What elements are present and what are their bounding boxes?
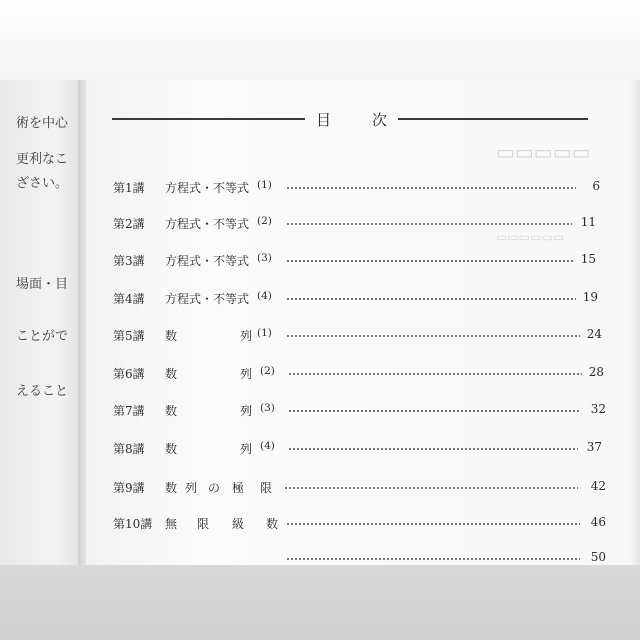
background-top (0, 0, 640, 80)
dot-leader (284, 487, 578, 489)
lecture-title-char: 列 (240, 442, 253, 456)
left-page-line: 更利なこ (15, 152, 68, 167)
lecture-number: 第4講 (113, 292, 145, 306)
lecture-number: 第9講 (113, 481, 145, 495)
dot-leader (286, 558, 580, 560)
lecture-title-char: 列 (240, 404, 253, 418)
part-number: (4) (260, 440, 275, 452)
lecture-title: 方程式・不等式 (165, 217, 250, 231)
page-number: 37 (586, 440, 602, 454)
lecture-title-char: 限 (260, 481, 273, 495)
toc-entry[interactable] (0, 365, 640, 387)
toc-entry[interactable] (0, 402, 640, 424)
part-number: (2) (257, 215, 272, 227)
toc-entry[interactable] (0, 179, 640, 201)
lecture-title: 方程式・不等式 (165, 181, 250, 195)
lecture-title-char: 数 (165, 367, 178, 381)
lecture-number: 第6講 (113, 367, 145, 381)
page-number: 50 (590, 550, 606, 564)
lecture-title-char: 数 (165, 442, 178, 456)
dot-leader (288, 373, 582, 375)
background-bottom (0, 565, 640, 640)
lecture-title: 方程式・不等式 (165, 292, 250, 306)
dot-leader (286, 523, 580, 525)
page-number: 24 (586, 327, 602, 341)
lecture-title-char: 列 (240, 329, 253, 343)
heading-char: 次 (372, 111, 388, 129)
part-number: (1) (257, 179, 272, 191)
heading-char: 目 (316, 111, 332, 129)
toc-entry[interactable] (0, 515, 640, 537)
dot-leader (286, 260, 574, 262)
lecture-title-char: 級 (232, 517, 245, 531)
lecture-number: 第7講 (113, 404, 145, 418)
lecture-title-char: 列 (240, 367, 253, 381)
dot-leader (288, 410, 580, 412)
lecture-title-char: 数 (165, 329, 178, 343)
part-number: (3) (257, 252, 272, 264)
page-number: 15 (580, 252, 596, 266)
left-page-line: 術を中心 (15, 116, 68, 131)
page-number: 42 (590, 479, 606, 493)
dot-leader (286, 335, 580, 337)
bleed-through-text: ▭▭▭▭▭ (496, 140, 591, 164)
dot-leader (286, 223, 572, 225)
toc-entry[interactable] (0, 215, 640, 237)
part-number: (1) (257, 327, 272, 339)
page-number: 11 (580, 215, 596, 229)
page-number: 28 (588, 365, 604, 379)
lecture-number: 第10講 (113, 517, 153, 531)
lecture-number: 第3講 (113, 254, 145, 268)
bleed-through-text: ▭▭▭▭▭▭ (496, 230, 565, 244)
lecture-title-char: 数 (165, 481, 178, 495)
page-number: 32 (590, 402, 606, 416)
lecture-title-char: 列 (185, 481, 198, 495)
left-page-line: ざさい。 (15, 176, 68, 191)
lecture-number: 第1講 (113, 181, 145, 195)
part-number: (4) (257, 290, 272, 302)
toc-entry[interactable] (0, 479, 640, 501)
page-number: 19 (582, 290, 598, 304)
dot-leader (286, 187, 576, 189)
lecture-number: 第5講 (113, 329, 145, 343)
toc-entry[interactable] (0, 290, 640, 312)
lecture-number: 第2講 (113, 217, 145, 231)
lecture-title-char: 数 (266, 517, 279, 531)
lecture-title-char: 極 (232, 481, 245, 495)
heading-rule-left (112, 118, 305, 120)
lecture-title-char: 数 (165, 404, 178, 418)
lecture-title-char: 限 (197, 517, 210, 531)
heading-rule-right (398, 118, 588, 120)
left-page-line: 場面・目 (15, 277, 68, 292)
left-page-line: えること (15, 384, 68, 399)
toc-entry[interactable] (0, 252, 640, 274)
dot-leader (288, 448, 578, 450)
dot-leader (286, 298, 576, 300)
left-page-line: ことがで (15, 329, 68, 344)
toc-entry[interactable] (0, 550, 640, 572)
part-number: (2) (260, 365, 275, 377)
page-number: 46 (590, 515, 606, 529)
toc-entry[interactable] (0, 327, 640, 349)
part-number: (3) (260, 402, 275, 414)
lecture-title-char: の (208, 481, 221, 495)
lecture-title: 方程式・不等式 (165, 254, 250, 268)
lecture-title-char: 無 (165, 517, 178, 531)
page-number: 6 (592, 179, 600, 193)
lecture-number: 第8講 (113, 442, 145, 456)
toc-entry[interactable] (0, 440, 640, 462)
